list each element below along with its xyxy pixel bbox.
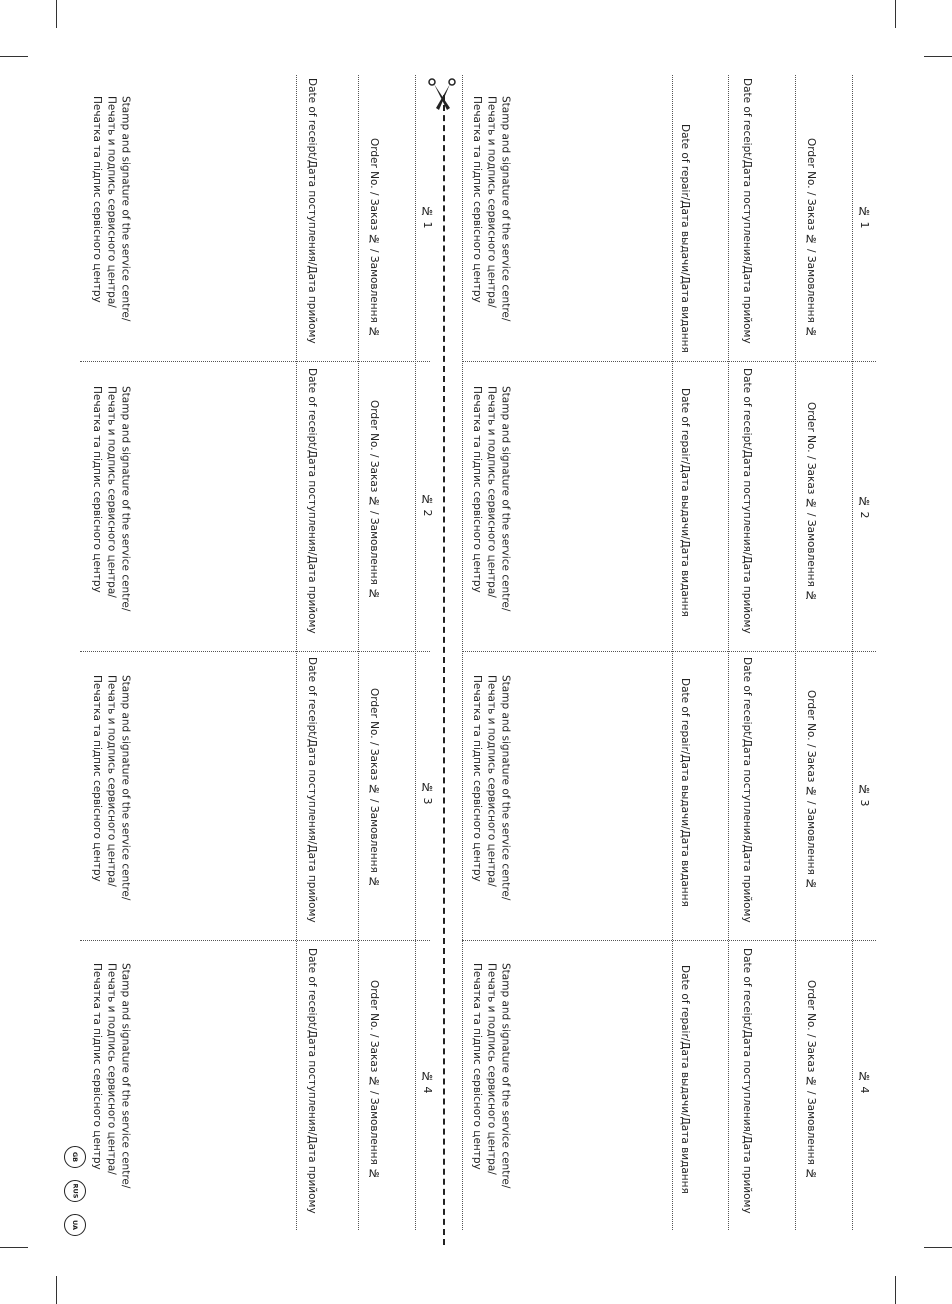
order-label: Order No. / Заказ № / Замовлення № bbox=[368, 688, 381, 889]
stamp-label: Stamp and signature of the service centre/ Печать и подпись сервисного центра/ Печатка та підпис сервісного центру bbox=[91, 675, 132, 901]
field-line bbox=[415, 75, 416, 1230]
crop-mark bbox=[0, 1247, 28, 1248]
receipt-label: Date of receipt/Дата поступления/Дата прийому bbox=[306, 948, 319, 1214]
field-line bbox=[672, 75, 673, 1230]
language-badge-gb: GB bbox=[64, 1146, 86, 1168]
order-label: Order No. / Заказ № / Замовлення № bbox=[368, 980, 381, 1181]
order-label: Order No. / Заказ № / Замовлення № bbox=[805, 138, 818, 339]
stamp-label: Stamp and signature of the service centre/ Печать и подпись сервисного центра/ Печатка та підпис сервісного центру bbox=[471, 96, 512, 322]
card-separator bbox=[80, 651, 430, 652]
repair-label: Date of repair/Дата выдачи/Дата видання bbox=[679, 965, 692, 1194]
crop-mark bbox=[56, 0, 57, 28]
card-separator bbox=[80, 940, 430, 941]
order-label: Order No. / Заказ № / Замовлення № bbox=[805, 690, 818, 891]
field-line bbox=[462, 75, 463, 1230]
scissors-icon bbox=[425, 76, 465, 116]
card-number: № 3 bbox=[857, 783, 871, 807]
language-badge-ua: UA bbox=[64, 1214, 86, 1236]
stub-number: № 4 bbox=[420, 1070, 434, 1094]
repair-label: Date of repair/Дата выдачи/Дата видання bbox=[679, 678, 692, 907]
crop-mark bbox=[924, 56, 952, 57]
card-number: № 4 bbox=[857, 1070, 871, 1094]
repair-label: Date of repair/Дата выдачи/Дата видання bbox=[679, 124, 692, 353]
card-number: № 2 bbox=[857, 495, 871, 519]
stamp-label: Stamp and signature of the service centre/ Печать и подпись сервисного центра/ Печатка та підпис сервісного центру bbox=[91, 386, 132, 612]
order-label: Order No. / Заказ № / Замовлення № bbox=[368, 138, 381, 339]
stamp-label: Stamp and signature of the service centre/ Печать и подпись сервисного центра/ Печатка та підпис сервісного центру bbox=[91, 963, 132, 1189]
crop-mark bbox=[0, 56, 28, 57]
crop-mark bbox=[895, 1276, 896, 1304]
crop-mark bbox=[895, 0, 896, 28]
receipt-label: Date of receipt/Дата поступления/Дата прийому bbox=[741, 78, 754, 344]
card-separator bbox=[80, 361, 430, 362]
receipt-label: Date of receipt/Дата поступления/Дата прийому bbox=[306, 657, 319, 923]
order-label: Order No. / Заказ № / Замовлення № bbox=[805, 980, 818, 1181]
stamp-label: Stamp and signature of the service centre/ Печать и подпись сервисного центра/ Печатка та підпис сервісного центру bbox=[471, 675, 512, 901]
receipt-label: Date of receipt/Дата поступления/Дата прийому bbox=[306, 78, 319, 344]
card-separator bbox=[462, 940, 876, 941]
receipt-label: Date of receipt/Дата поступления/Дата прийому bbox=[741, 368, 754, 634]
field-line bbox=[296, 75, 297, 1230]
stamp-label: Stamp and signature of the service centre/ Печать и подпись сервисного центра/ Печатка та підпис сервісного центру bbox=[471, 963, 512, 1189]
crop-mark bbox=[56, 1276, 57, 1304]
card-separator bbox=[462, 651, 876, 652]
field-line bbox=[358, 75, 359, 1230]
repair-label: Date of repair/Дата выдачи/Дата видання bbox=[679, 388, 692, 617]
crop-mark bbox=[924, 1247, 952, 1248]
stamp-label: Stamp and signature of the service centre/ Печать и подпись сервисного центра/ Печатка та підпис сервісного центру bbox=[471, 386, 512, 612]
stub-number: № 1 bbox=[420, 205, 434, 229]
stamp-label: Stamp and signature of the service centre/ Печать и подпись сервисного центра/ Печатка та підпис сервісного центру bbox=[91, 96, 132, 322]
field-line bbox=[852, 75, 853, 1230]
stub-number: № 2 bbox=[420, 493, 434, 517]
receipt-label: Date of receipt/Дата поступления/Дата прийому bbox=[741, 657, 754, 923]
receipt-label: Date of receipt/Дата поступления/Дата прийому bbox=[306, 368, 319, 634]
card-number: № 1 bbox=[857, 205, 871, 229]
receipt-label: Date of receipt/Дата поступления/Дата прийому bbox=[741, 948, 754, 1214]
language-badge-rus: RUS bbox=[64, 1180, 86, 1202]
card-separator bbox=[462, 361, 876, 362]
order-label: Order No. / Заказ № / Замовлення № bbox=[368, 400, 381, 601]
cut-line bbox=[443, 95, 445, 1245]
stub-number: № 3 bbox=[420, 781, 434, 805]
field-line bbox=[728, 75, 729, 1230]
field-line bbox=[795, 75, 796, 1230]
order-label: Order No. / Заказ № / Замовлення № bbox=[805, 402, 818, 603]
